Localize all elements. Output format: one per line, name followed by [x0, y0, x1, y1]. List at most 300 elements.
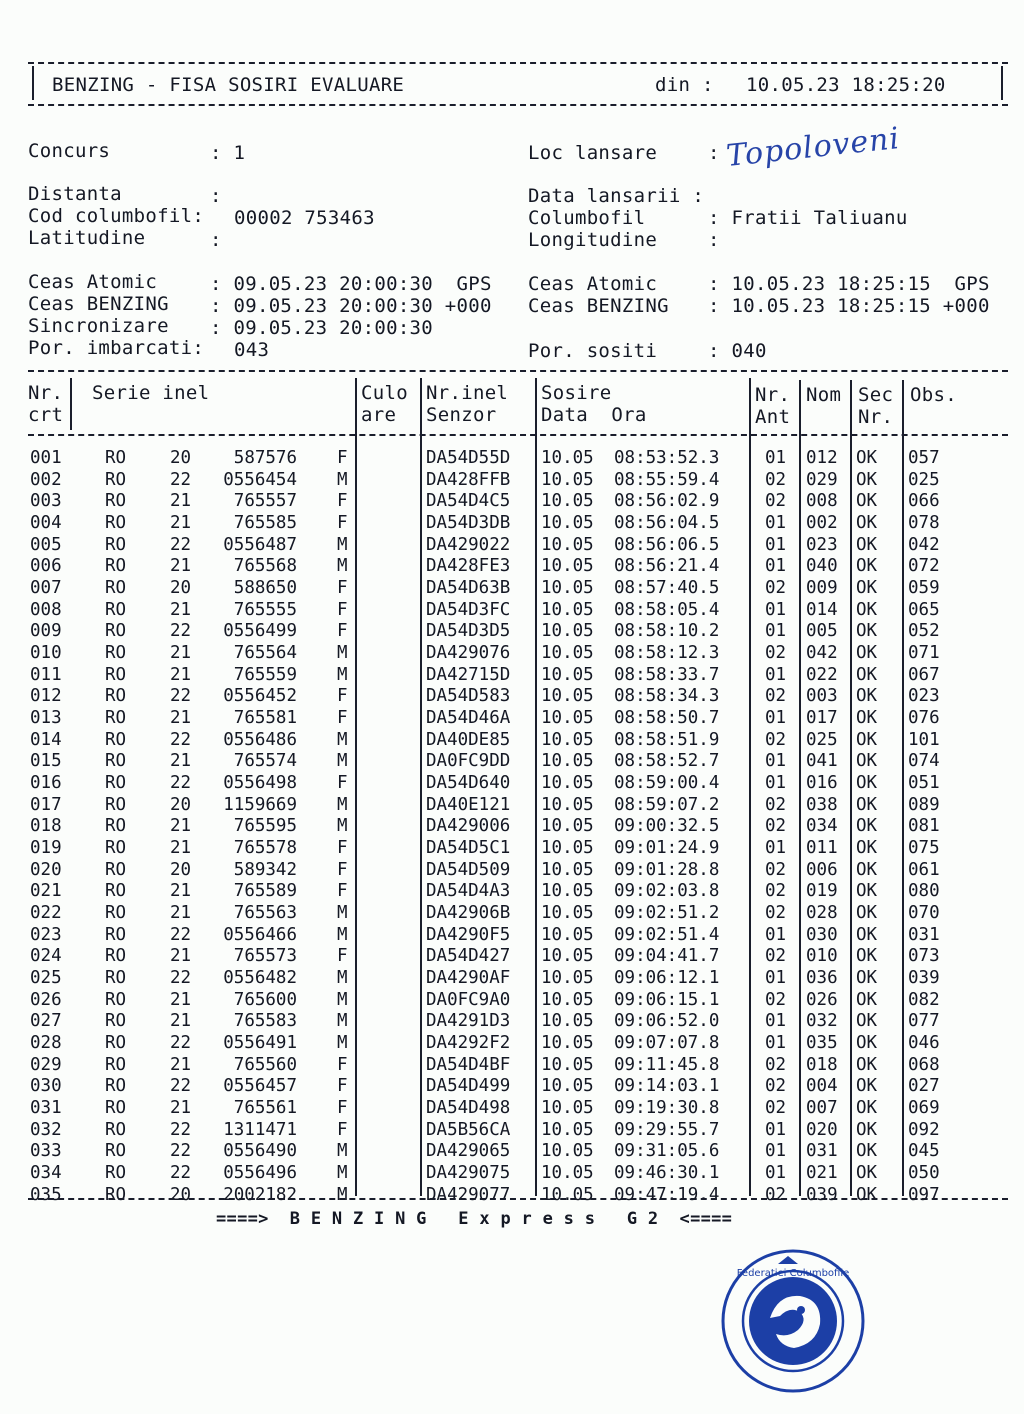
porumbei-imbarcati-value: 043 — [234, 339, 270, 361]
cell-nom: 010 — [806, 946, 838, 967]
latitudine-label: Latitudine — [28, 227, 146, 249]
cell-ring-number: 587576 — [233, 448, 297, 468]
cell-sensor-id: DA54D63B — [426, 578, 511, 599]
cell-sensor-id: DA5B56CA — [426, 1119, 511, 1140]
cell-nom: 002 — [806, 513, 838, 533]
cell-obs: 089 — [908, 794, 940, 815]
cell-nr-crt: 015 — [30, 751, 62, 772]
cell-sensor-id: DA429006 — [426, 816, 511, 837]
cell-country: RO — [105, 1054, 127, 1075]
table-row — [0, 903, 1024, 924]
cell-nom: 034 — [806, 816, 838, 837]
cell-ring-number: 765574 — [233, 751, 297, 772]
cell-sec: OK — [856, 534, 878, 555]
cell-sex: M — [337, 664, 348, 685]
cell-obs: 059 — [908, 578, 940, 599]
cell-date: 10.05 — [541, 816, 594, 837]
cell-obs: 025 — [908, 469, 940, 490]
cell-time: 09:06:52.0 — [614, 1011, 720, 1032]
cell-sex: M — [337, 816, 348, 837]
table-row — [0, 795, 1024, 816]
cell-antenna: 02 — [765, 816, 787, 837]
cell-sex: F — [337, 708, 348, 729]
cell-time: 08:58:50.7 — [614, 708, 720, 729]
col-header-nr-ant: Nr. — [755, 384, 791, 406]
cell-country: RO — [105, 1098, 127, 1119]
cell-sex: M — [337, 1163, 348, 1184]
cod-columbofil-value: 00002 753463 — [234, 207, 375, 229]
cell-obs: 066 — [908, 491, 940, 512]
cell-ring-number: 0556457 — [223, 1076, 297, 1097]
cell-country: RO — [105, 599, 127, 620]
cell-nom: 022 — [806, 664, 838, 685]
cell-sec: OK — [856, 773, 878, 794]
cell-nr-crt: 032 — [30, 1119, 62, 1140]
cell-nr-crt: 017 — [30, 794, 62, 815]
cell-year: 22 — [170, 968, 192, 989]
cell-antenna: 02 — [765, 859, 787, 880]
cell-year: 22 — [170, 773, 192, 794]
cell-sensor-id: DA54D583 — [426, 686, 511, 707]
cell-sex: M — [337, 1011, 348, 1032]
col-header-culoare-1: Culo — [361, 382, 408, 404]
report-datetime: 10.05.23 18:25:20 — [746, 74, 946, 96]
cell-time: 08:59:00.4 — [614, 773, 720, 794]
cell-sensor-id: DA54D5C1 — [426, 838, 511, 859]
table-row — [0, 1076, 1024, 1097]
cell-year: 21 — [170, 903, 192, 924]
cell-sex: M — [337, 1033, 348, 1054]
cell-sensor-id: DA428FE3 — [426, 556, 511, 577]
table-row — [0, 621, 1024, 642]
col-header-senzor: Senzor — [426, 404, 497, 426]
cell-date: 10.05 — [541, 946, 594, 967]
cell-nom: 026 — [806, 989, 838, 1010]
col-header-sec-nr: Nr. — [858, 406, 894, 428]
cell-sex: F — [337, 578, 348, 599]
cell-time: 08:59:07.2 — [614, 794, 720, 815]
cell-date: 10.05 — [541, 556, 594, 577]
table-row — [0, 773, 1024, 794]
cell-date: 10.05 — [541, 1011, 594, 1032]
cell-nr-crt: 010 — [30, 643, 62, 664]
cell-sensor-id: DA54D4BF — [426, 1054, 511, 1075]
cell-obs: 023 — [908, 686, 940, 707]
table-row — [0, 990, 1024, 1011]
sincronizare-value: : 09.05.23 20:00:30 — [210, 317, 434, 339]
table-row — [0, 686, 1024, 707]
table-row — [0, 600, 1024, 621]
cell-nr-crt: 024 — [30, 946, 62, 967]
cell-time: 08:58:51.9 — [614, 729, 720, 750]
cell-nom: 004 — [806, 1076, 838, 1097]
cell-sec: OK — [856, 556, 878, 577]
cell-country: RO — [105, 643, 127, 664]
table-row — [0, 448, 1024, 469]
cell-date: 10.05 — [541, 751, 594, 772]
cell-country: RO — [105, 924, 127, 945]
cell-ring-number: 765595 — [233, 816, 297, 837]
cell-date: 10.05 — [541, 686, 594, 707]
cell-country: RO — [105, 513, 127, 533]
cell-date: 10.05 — [541, 1141, 594, 1162]
cell-date: 10.05 — [541, 1119, 594, 1140]
cell-year: 20 — [170, 794, 192, 815]
cell-ring-number: 765583 — [233, 1011, 297, 1032]
cell-sensor-id: DA40DE85 — [426, 729, 511, 750]
cell-obs: 071 — [908, 643, 940, 664]
cell-time: 09:19:30.8 — [614, 1098, 720, 1119]
cell-nr-crt: 023 — [30, 924, 62, 945]
cell-nom: 029 — [806, 469, 838, 490]
cell-ring-number: 2002182 — [223, 1184, 297, 1205]
cell-country: RO — [105, 686, 127, 707]
ceas-atomic-end-label: Ceas Atomic — [528, 273, 658, 295]
cell-sensor-id: DA42715D — [426, 664, 511, 685]
cell-ring-number: 765600 — [233, 989, 297, 1010]
cell-antenna: 02 — [765, 1184, 787, 1205]
table-row — [0, 643, 1024, 664]
cell-sex: F — [337, 838, 348, 859]
cell-date: 10.05 — [541, 729, 594, 750]
table-row — [0, 708, 1024, 729]
cell-sec: OK — [856, 1076, 878, 1097]
cell-nom: 036 — [806, 968, 838, 989]
cell-year: 22 — [170, 686, 192, 707]
cell-nom: 014 — [806, 599, 838, 620]
cell-sex: M — [337, 924, 348, 945]
cell-nom: 028 — [806, 903, 838, 924]
cell-sensor-id: DA54D55D — [426, 448, 511, 468]
title-box-left-border — [32, 66, 34, 100]
cell-sec: OK — [856, 448, 878, 468]
cell-nr-crt: 009 — [30, 621, 62, 642]
cell-sex: F — [337, 881, 348, 902]
cell-country: RO — [105, 989, 127, 1010]
cell-country: RO — [105, 1141, 127, 1162]
col-header-obs: Obs. — [910, 384, 957, 406]
cell-country: RO — [105, 968, 127, 989]
cell-nom: 023 — [806, 534, 838, 555]
cell-obs: 068 — [908, 1054, 940, 1075]
cell-nom: 038 — [806, 794, 838, 815]
cell-obs: 069 — [908, 1098, 940, 1119]
cell-nom: 042 — [806, 643, 838, 664]
cell-year: 22 — [170, 1141, 192, 1162]
cell-sex: F — [337, 621, 348, 642]
cell-sec: OK — [856, 924, 878, 945]
cell-sensor-id: DA4291D3 — [426, 1011, 511, 1032]
cell-time: 09:06:12.1 — [614, 968, 720, 989]
cell-ring-number: 765555 — [233, 599, 297, 620]
cell-nr-crt: 002 — [30, 469, 62, 490]
cell-ring-number: 765589 — [233, 881, 297, 902]
cell-ring-number: 765581 — [233, 708, 297, 729]
cell-sex: M — [337, 968, 348, 989]
cell-nr-crt: 025 — [30, 968, 62, 989]
cell-time: 08:58:12.3 — [614, 643, 720, 664]
cell-year: 22 — [170, 621, 192, 642]
cell-nr-crt: 026 — [30, 989, 62, 1010]
cell-nr-crt: 008 — [30, 599, 62, 620]
cell-nr-crt: 018 — [30, 816, 62, 837]
cell-antenna: 01 — [765, 1163, 787, 1184]
cell-sensor-id: DA42906B — [426, 903, 511, 924]
cell-sensor-id: DA428FFB — [426, 469, 511, 490]
cell-time: 09:04:41.7 — [614, 946, 720, 967]
cell-nr-crt: 021 — [30, 881, 62, 902]
cell-year: 22 — [170, 1076, 192, 1097]
loc-lansare-label: Loc lansare — [528, 142, 658, 164]
porumbei-sositi-label: Por. sositi — [528, 340, 658, 362]
cell-nr-crt: 013 — [30, 708, 62, 729]
cell-nr-crt: 035 — [30, 1184, 62, 1205]
longitudine-label: Longitudine — [528, 229, 658, 251]
cell-ring-number: 0556454 — [223, 469, 297, 490]
cell-year: 21 — [170, 838, 192, 859]
cell-antenna: 01 — [765, 838, 787, 859]
cell-sec: OK — [856, 794, 878, 815]
cell-date: 10.05 — [541, 643, 594, 664]
cell-country: RO — [105, 534, 127, 555]
cell-nom: 009 — [806, 578, 838, 599]
longitudine-value: : — [708, 229, 720, 251]
cell-antenna: 02 — [765, 794, 787, 815]
cell-nom: 008 — [806, 491, 838, 512]
cell-antenna: 01 — [765, 599, 787, 620]
table-row — [0, 860, 1024, 881]
cell-year: 21 — [170, 599, 192, 620]
cell-date: 10.05 — [541, 664, 594, 685]
cell-sec: OK — [856, 989, 878, 1010]
cell-antenna: 01 — [765, 664, 787, 685]
cell-year: 22 — [170, 1163, 192, 1184]
cell-date: 10.05 — [541, 1033, 594, 1054]
cell-sensor-id: DA429022 — [426, 534, 511, 555]
cell-sex: F — [337, 513, 348, 533]
cell-year: 20 — [170, 1184, 192, 1205]
cell-nom: 003 — [806, 686, 838, 707]
col-header-nom: Nom — [806, 384, 842, 406]
table-row — [0, 968, 1024, 989]
cell-nr-crt: 016 — [30, 773, 62, 794]
cell-obs: 075 — [908, 838, 940, 859]
cell-antenna: 01 — [765, 534, 787, 555]
cell-time: 08:56:06.5 — [614, 534, 720, 555]
cell-sensor-id: DA54D4A3 — [426, 881, 511, 902]
cell-sex: F — [337, 1054, 348, 1075]
cell-obs: 078 — [908, 513, 940, 533]
cell-antenna: 02 — [765, 1076, 787, 1097]
cell-obs: 046 — [908, 1033, 940, 1054]
cell-sensor-id: DA4292F2 — [426, 1033, 511, 1054]
cell-nom: 025 — [806, 729, 838, 750]
cell-country: RO — [105, 621, 127, 642]
col-header-ant: Ant — [755, 406, 791, 428]
cell-nom: 021 — [806, 1163, 838, 1184]
col-header-nr: Nr. — [28, 382, 64, 404]
cell-date: 10.05 — [541, 578, 594, 599]
cell-ring-number: 0556482 — [223, 968, 297, 989]
footer-brand: ====> B E N Z I N G E x p r e s s G 2 <==== — [216, 1209, 733, 1229]
cell-year: 22 — [170, 469, 192, 490]
cell-nr-crt: 029 — [30, 1054, 62, 1075]
cell-country: RO — [105, 794, 127, 815]
cell-sex: F — [337, 1098, 348, 1119]
cell-ring-number: 0556490 — [223, 1141, 297, 1162]
cell-year: 21 — [170, 1011, 192, 1032]
table-row — [0, 1098, 1024, 1119]
cell-date: 10.05 — [541, 881, 594, 902]
table-row — [0, 556, 1024, 577]
cell-ring-number: 0556491 — [223, 1033, 297, 1054]
cell-time: 08:56:04.5 — [614, 513, 720, 533]
table-row — [0, 1163, 1024, 1184]
cell-sec: OK — [856, 599, 878, 620]
cell-nom: 030 — [806, 924, 838, 945]
table-row — [0, 1033, 1024, 1054]
cell-nr-crt: 003 — [30, 491, 62, 512]
cell-date: 10.05 — [541, 708, 594, 729]
cell-year: 22 — [170, 924, 192, 945]
cell-date: 10.05 — [541, 989, 594, 1010]
cell-country: RO — [105, 1163, 127, 1184]
col-header-data-ora: Data Ora — [541, 404, 647, 426]
cell-sex: M — [337, 469, 348, 490]
cell-country: RO — [105, 816, 127, 837]
cell-nr-crt: 033 — [30, 1141, 62, 1162]
cell-year: 22 — [170, 1033, 192, 1054]
cell-antenna: 01 — [765, 751, 787, 772]
cell-date: 10.05 — [541, 1163, 594, 1184]
cell-sex: F — [337, 859, 348, 880]
cell-date: 10.05 — [541, 1098, 594, 1119]
porumbei-sositi-value: : 040 — [708, 340, 767, 362]
cell-nr-crt: 004 — [30, 513, 62, 533]
cell-sex: F — [337, 773, 348, 794]
cell-nr-crt: 007 — [30, 578, 62, 599]
cell-antenna: 02 — [765, 1054, 787, 1075]
cell-sec: OK — [856, 1054, 878, 1075]
cell-year: 21 — [170, 643, 192, 664]
cell-antenna: 02 — [765, 686, 787, 707]
cell-sensor-id: DA54D46A — [426, 708, 511, 729]
cell-sensor-id: DA54D3D5 — [426, 621, 511, 642]
table-row — [0, 881, 1024, 902]
cell-year: 21 — [170, 491, 192, 512]
cell-country: RO — [105, 1119, 127, 1140]
cell-country: RO — [105, 1076, 127, 1097]
cell-sex: F — [337, 1076, 348, 1097]
cell-obs: 081 — [908, 816, 940, 837]
cell-ring-number: 765563 — [233, 903, 297, 924]
cell-ring-number: 0556498 — [223, 773, 297, 794]
cell-sensor-id: DA54D509 — [426, 859, 511, 880]
cell-date: 10.05 — [541, 513, 594, 533]
cell-sec: OK — [856, 1011, 878, 1032]
cell-sec: OK — [856, 469, 878, 490]
ceas-benzing-label: Ceas BENZING — [28, 293, 169, 315]
cell-year: 21 — [170, 513, 192, 533]
cell-time: 09:01:24.9 — [614, 838, 720, 859]
cell-obs: 074 — [908, 751, 940, 772]
cell-antenna: 02 — [765, 578, 787, 599]
cell-antenna: 01 — [765, 556, 787, 577]
cell-year: 20 — [170, 859, 192, 880]
cell-nr-crt: 001 — [30, 448, 62, 468]
cell-nr-crt: 006 — [30, 556, 62, 577]
cell-time: 09:00:32.5 — [614, 816, 720, 837]
cell-time: 08:58:34.3 — [614, 686, 720, 707]
cell-ring-number: 588650 — [233, 578, 297, 599]
cell-ring-number: 0556487 — [223, 534, 297, 555]
cell-time: 09:01:28.8 — [614, 859, 720, 880]
cell-sensor-id: DA429076 — [426, 643, 511, 664]
cell-nr-crt: 020 — [30, 859, 62, 880]
cell-date: 10.05 — [541, 1076, 594, 1097]
cell-obs: 039 — [908, 968, 940, 989]
cell-nom: 020 — [806, 1119, 838, 1140]
cell-time: 09:02:03.8 — [614, 881, 720, 902]
cell-sec: OK — [856, 491, 878, 512]
cell-country: RO — [105, 773, 127, 794]
cell-antenna: 01 — [765, 1119, 787, 1140]
cell-nr-crt: 031 — [30, 1098, 62, 1119]
col-separator-1 — [70, 378, 72, 430]
cell-antenna: 01 — [765, 924, 787, 945]
cell-sensor-id: DA429077 — [426, 1184, 511, 1205]
cell-sex: F — [337, 1119, 348, 1140]
sincronizare-label: Sincronizare — [28, 315, 169, 337]
cell-obs: 061 — [908, 859, 940, 880]
col-header-nr-inel: Nr.inel — [426, 382, 509, 404]
cell-antenna: 01 — [765, 621, 787, 642]
cell-ring-number: 765557 — [233, 491, 297, 512]
cell-time: 09:11:45.8 — [614, 1054, 720, 1075]
cell-obs: 072 — [908, 556, 940, 577]
cell-country: RO — [105, 664, 127, 685]
cell-sensor-id: DA54D640 — [426, 773, 511, 794]
cell-sec: OK — [856, 513, 878, 533]
cell-sec: OK — [856, 686, 878, 707]
cell-sec: OK — [856, 881, 878, 902]
ceas-atomic-start: : 09.05.23 20:00:30 GPS — [210, 273, 492, 295]
cell-sec: OK — [856, 838, 878, 859]
cell-antenna: 01 — [765, 1011, 787, 1032]
cell-time: 09:07:07.8 — [614, 1033, 720, 1054]
cell-sensor-id: DA429065 — [426, 1141, 511, 1162]
cell-time: 08:58:05.4 — [614, 599, 720, 620]
cell-year: 20 — [170, 578, 192, 599]
cell-date: 10.05 — [541, 491, 594, 512]
federation-stamp — [718, 1246, 868, 1396]
cell-date: 10.05 — [541, 794, 594, 815]
cell-year: 20 — [170, 448, 192, 468]
cell-obs: 070 — [908, 903, 940, 924]
cell-time: 09:14:03.1 — [614, 1076, 720, 1097]
cell-country: RO — [105, 729, 127, 750]
cell-country: RO — [105, 556, 127, 577]
cell-sensor-id: DA4290AF — [426, 968, 511, 989]
cell-ring-number: 765568 — [233, 556, 297, 577]
cell-ring-number: 0556496 — [223, 1163, 297, 1184]
col-header-culoare-2: are — [361, 404, 397, 426]
cell-sex: F — [337, 946, 348, 967]
cell-date: 10.05 — [541, 448, 594, 468]
cell-antenna: 01 — [765, 513, 787, 533]
cell-country: RO — [105, 838, 127, 859]
cell-ring-number: 765560 — [233, 1054, 297, 1075]
